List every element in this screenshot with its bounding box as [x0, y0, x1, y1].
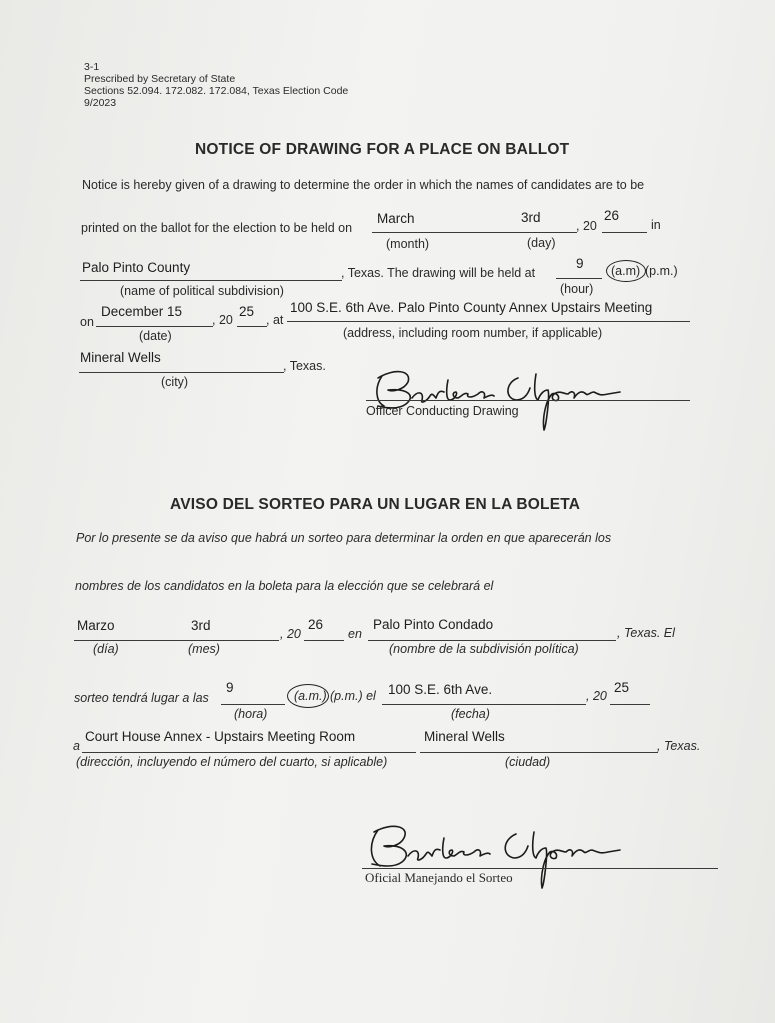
fecha-label: (fecha): [451, 707, 490, 721]
code-sections: Sections 52.094. 172.082. 172.084, Texas Election Code: [84, 85, 349, 97]
spanish-subdivision-line: [368, 640, 616, 641]
texas-drawing-text: , Texas. The drawing will be held at: [341, 266, 536, 280]
subdivision-label: (name of political subdivision): [120, 284, 284, 298]
oficial-label: Oficial Manejando el Sorteo: [365, 870, 513, 885]
on-word: on: [80, 315, 94, 329]
mes-value: 3rd: [191, 618, 211, 633]
month-value: March: [377, 211, 415, 226]
sorteo-prefix: sorteo tendrá lugar a las: [74, 691, 209, 705]
hour-line: [556, 278, 602, 279]
day-label: (day): [527, 236, 556, 250]
address-line: [287, 321, 690, 322]
am-selected-circle: [606, 260, 646, 282]
spanish-am-option: (a.m.): [294, 689, 327, 703]
hour-value: 9: [576, 256, 584, 271]
fecha-year-line: [610, 704, 650, 705]
spanish-am-selected-circle: [287, 684, 329, 708]
printed-prefix: printed on the ballot for the election to be held on: [81, 221, 353, 235]
spanish-subdivision-value: Palo Pinto Condado: [373, 617, 494, 632]
date-year-prefix: , 20: [212, 313, 233, 327]
date-year-value: 25: [239, 304, 255, 319]
year-line: [602, 232, 647, 233]
in-word: in: [651, 218, 661, 232]
spanish-year-value: 26: [308, 617, 324, 632]
year-prefix: , 20: [576, 219, 597, 233]
mes-label: (mes): [188, 642, 220, 656]
spanish-intro-2: nombres de los candidatos en la boleta para la elección que se celebrará el: [75, 579, 494, 593]
month-label: (month): [386, 237, 430, 251]
fecha-value: 100 S.E. 6th Ave.: [388, 682, 493, 697]
form-date: 9/2023: [84, 97, 117, 109]
at-word: , at: [266, 313, 284, 327]
year-value: 26: [604, 208, 620, 223]
spanish-year-line: [304, 640, 344, 641]
officer-label: Officer Conducting Drawing: [366, 404, 519, 418]
hour-label: (hour): [560, 282, 594, 296]
dia-label: (día): [93, 642, 119, 656]
subdivision-line: [80, 280, 342, 281]
a-word: a: [73, 739, 80, 753]
officer-line: [366, 400, 690, 401]
city-label: (city): [161, 375, 189, 389]
day-value: 3rd: [521, 210, 541, 225]
dia-value: Marzo: [77, 618, 115, 633]
hora-value: 9: [226, 680, 234, 695]
spanish-texas-word: , Texas.: [657, 739, 701, 753]
texas-el-text: , Texas. El: [617, 626, 675, 640]
date-line: [96, 326, 213, 327]
ciudad-label: (ciudad): [505, 755, 551, 769]
fecha-year-value: 25: [614, 680, 630, 695]
city-value: Mineral Wells: [80, 350, 161, 365]
date-year-line: [237, 326, 267, 327]
spanish-year-prefix: , 20: [280, 627, 301, 641]
officer-signature: [368, 366, 628, 432]
hora-line: [221, 704, 285, 705]
en-word: en: [348, 627, 362, 641]
english-intro: Notice is hereby given of a drawing to determine the order in which the names of candidates are to be: [82, 178, 645, 192]
am-option: (a.m): [611, 264, 641, 278]
spanish-intro-1: Por lo presente se da aviso que habrá un sorteo para determinar la orden en que aparecerán los: [76, 531, 612, 545]
pm-option: (p.m.): [645, 264, 678, 278]
city-line: [79, 372, 284, 373]
direccion-value: Court House Annex - Upstairs Meeting Room: [85, 729, 356, 744]
texas-word: , Texas.: [283, 359, 326, 373]
date-value: December 15: [101, 304, 183, 319]
direccion-label: (dirección, incluyendo el número del cuarto, si aplicable): [76, 755, 388, 769]
spanish-subdivision-label: (nombre de la subdivisión política): [389, 642, 579, 656]
prescribed-by: Prescribed by Secretary of State: [84, 73, 236, 85]
month-day-line: [372, 232, 577, 233]
direccion-line: [82, 752, 416, 753]
address-label: (address, including room number, if applicable): [343, 326, 603, 340]
date-label: (date): [139, 329, 172, 343]
spanish-pm-option: (p.m.) el: [330, 689, 376, 703]
hora-label: (hora): [234, 707, 268, 721]
ciudad-line: [420, 752, 658, 753]
spanish-title: AVISO DEL SORTEO PARA UN LUGAR EN LA BOLETA: [170, 496, 581, 513]
english-title: NOTICE OF DRAWING FOR A PLACE ON BALLOT: [195, 141, 570, 158]
form-number: 3-1: [84, 61, 100, 73]
dia-mes-line: [74, 640, 279, 641]
oficial-line: [362, 868, 718, 869]
address-value: 100 S.E. 6th Ave. Palo Pinto County Annex Upstairs Meeting: [290, 300, 653, 315]
fecha-year-prefix: , 20: [586, 689, 607, 703]
subdivision-value: Palo Pinto County: [82, 260, 191, 275]
fecha-line: [382, 704, 586, 705]
ciudad-value: Mineral Wells: [424, 729, 505, 744]
